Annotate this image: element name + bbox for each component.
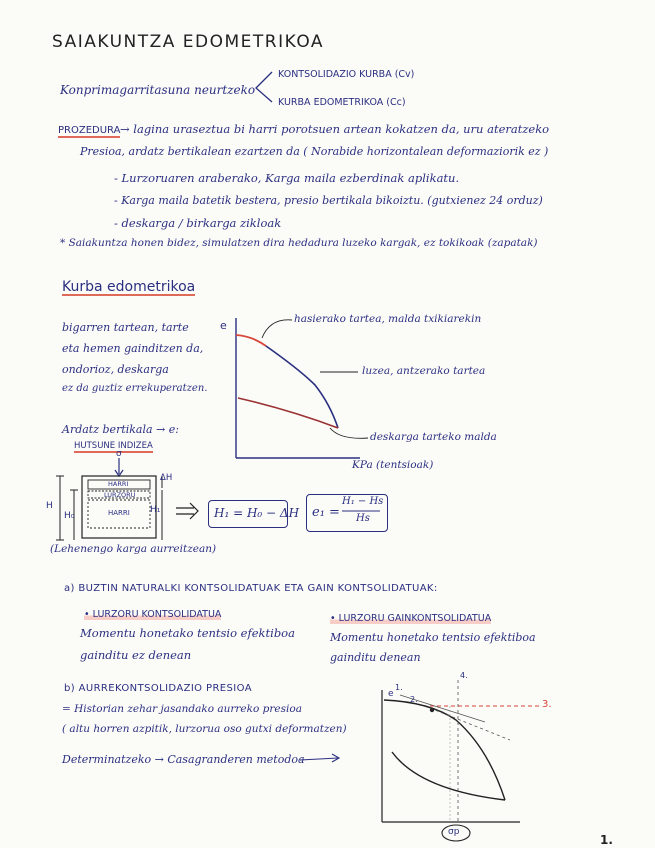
- formula1: H₁ = H₀ − ΔH: [214, 506, 300, 520]
- section2-a-title: a) BUZTIN NATURALKI KONTSOLIDATUAK ETA GAIN KONTSOLIDATUAK:: [64, 583, 438, 594]
- left-heading: • LURZORU KONTSOLIDATUA: [84, 609, 222, 620]
- casagrande-sigma-p: σp: [448, 827, 460, 837]
- sample-label-h1: H₁: [150, 505, 161, 515]
- right-heading: • LURZORU GAINKONTSOLIDATUA: [330, 613, 492, 624]
- casagrande-label-4: 4.: [460, 671, 468, 680]
- procedure-bullet3: - deskarga / birkarga zikloak: [114, 216, 282, 230]
- left-line1: Momentu honetako tentsio efektiboa: [80, 626, 295, 640]
- section1-desc1: bigarren tartean, tarte: [62, 321, 189, 334]
- formula2-num: H₁ − Hs: [342, 496, 384, 507]
- procedure-bullet1: - Lurzoruaren araberako, Karga maila ezberdinak aplikatu.: [114, 171, 460, 185]
- casagrande-label-3: 3.: [542, 699, 552, 710]
- formula2-lhs: e₁ =: [312, 505, 340, 520]
- page-number: 1.: [600, 833, 613, 847]
- intro-branch-top: KONTSOLIDAZIO KURBA (Cv): [278, 69, 415, 80]
- section1-desc5: Ardatz bertikala → e:: [62, 423, 179, 436]
- sample-layer-top: HARRI: [108, 480, 129, 488]
- chart-axis-x: KPa (tentsioak): [352, 459, 434, 471]
- section1-desc4: ez da guztiz errekuperatzen.: [62, 383, 208, 394]
- chart-ann-top: hasierako tartea, malda txikiarekin: [294, 313, 482, 325]
- procedure-bullet2: - Karga maila batetik bestera, presio bertikala bikoiztu. (gutxienez 24 orduz): [114, 194, 543, 207]
- formula2-den: Hs: [356, 513, 370, 524]
- page-title: SAIAKUNTZA EDOMETRIKOA: [52, 32, 325, 52]
- b-line2: ( altu horren azpitik, lurzorua oso gutxi deformatzen): [62, 723, 347, 735]
- sample-layer-mid: LURZORU: [104, 491, 136, 499]
- chart-ann-bot: deskarga tarteko malda: [370, 431, 497, 443]
- chart-ann-mid: luzea, antzerako tartea: [362, 365, 486, 377]
- procedure-note: * Saiakuntza honen bidez, simulatzen dira hedadura luzeko kargak, ez tokikoak (zapatak): [60, 237, 538, 249]
- b-line1: = Historian zehar jasandako aurreko presioa: [62, 703, 302, 715]
- sample-label-dh: ΔH: [160, 473, 173, 483]
- intro-left: Konprimagarritasuna neurtzeko: [60, 83, 256, 97]
- sample-layer-bot: HARRI: [108, 509, 130, 517]
- section1-title: Kurba edometrikoa: [62, 279, 196, 295]
- sample-load-sigma: σ: [116, 449, 122, 459]
- procedure-line1: → lagina uraseztua bi harri porotsuen artean kokatzen da, uru ateratzeko: [120, 122, 550, 136]
- right-line1: Momentu honetako tentsio efektiboa: [330, 631, 536, 644]
- b-line3: Determinatzeko → Casagranderen metodoa: [62, 753, 305, 766]
- chart-axis-y: e: [220, 319, 227, 332]
- section1-desc2: eta hemen gainditzen da,: [62, 342, 204, 355]
- section2-b-title: b) AURREKONTSOLIDAZIO PRESIOA: [64, 683, 252, 694]
- section1-desc3: ondorioz, deskarga: [62, 363, 169, 376]
- section1-desc6: HUTSUNE INDIZEA: [74, 441, 153, 451]
- casagrande-e-axis: e: [388, 689, 394, 699]
- intro-branch-bottom: KURBA EDOMETRIKOA (Cc): [278, 97, 406, 108]
- right-line2: gainditu denean: [330, 651, 421, 664]
- procedure-label: PROZEDURA: [58, 125, 121, 136]
- procedure-line2: Presioa, ardatz bertikalean ezartzen da ( Norabide horizontalean deformaziorik ez ): [80, 145, 549, 158]
- casagrande-label-1: 1.: [395, 683, 403, 692]
- left-line2: gainditu ez denean: [80, 648, 192, 662]
- sample-caption: (Lehenengo karga aurreitzean): [50, 543, 217, 555]
- sample-label-h0: H₀: [64, 511, 75, 521]
- casagrande-label-2: 2.: [410, 695, 418, 704]
- sample-label-h: H: [46, 501, 53, 511]
